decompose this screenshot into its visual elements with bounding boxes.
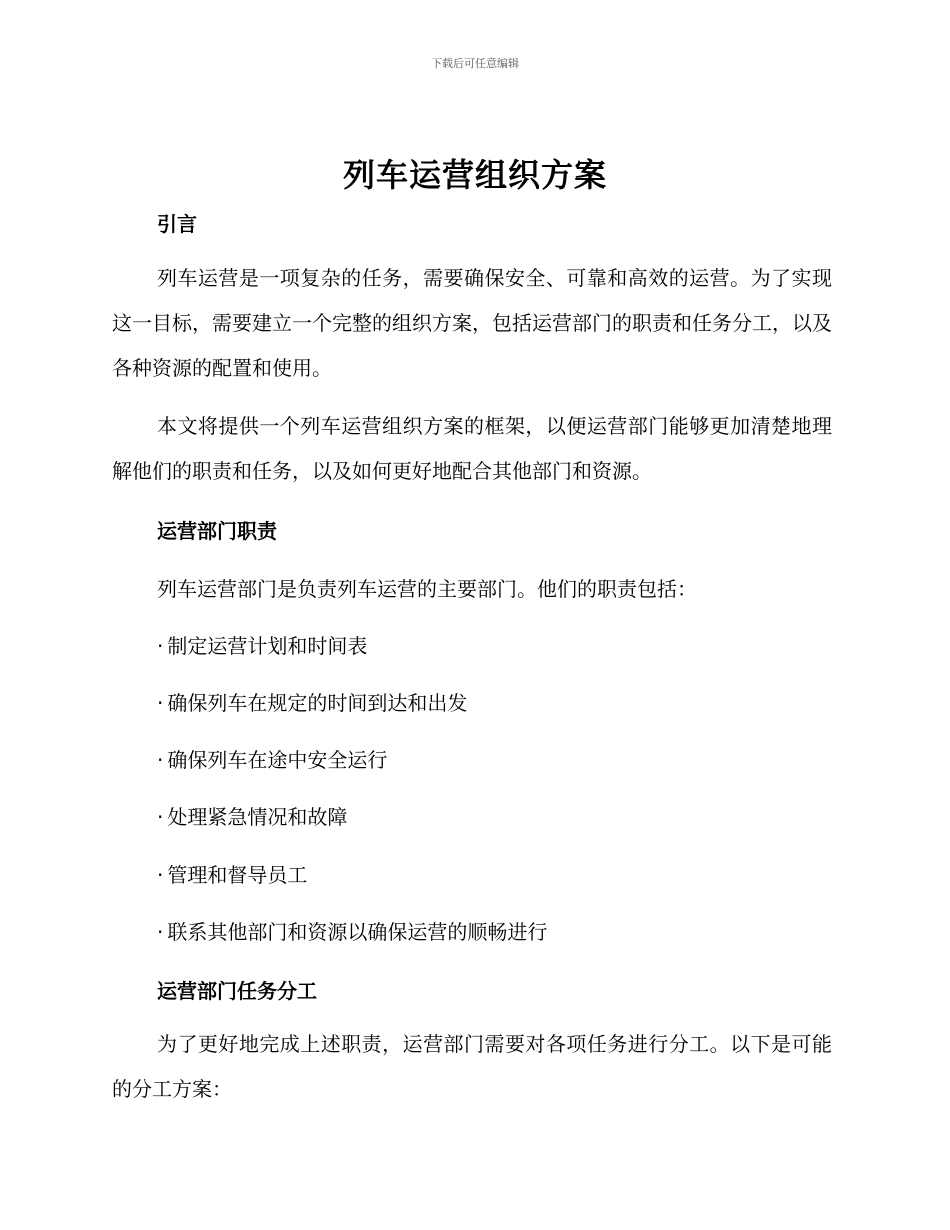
list-item-text: 确保列车在途中安全运行 (167, 748, 388, 772)
tasks-paragraph-1: 为了更好地完成上述职责，运营部门需要对各项任务进行分工。以下是可能的分工方案： (112, 1032, 832, 1101)
bullet-dot-icon: · (157, 634, 164, 658)
list-item-text: 处理紧急情况和故障 (167, 805, 348, 829)
section-heading-intro: 引言 (157, 212, 197, 236)
list-item (157, 630, 367, 659)
list-item (157, 687, 467, 716)
bullet-dot-icon: · (157, 748, 164, 772)
bullet-dot-icon: · (157, 920, 164, 944)
section-heading-tasks: 运营部门任务分工 (157, 979, 317, 1003)
list-item-text: 制定运营计划和时间表 (167, 634, 368, 658)
section-heading-duties: 运营部门职责 (157, 519, 277, 543)
intro-paragraph-2: 本文将提供一个列车运营组织方案的框架，以便运营部门能够更加清楚地理解他们的职责和任务，以及如何更好地配合其他部门和资源。 (112, 414, 832, 483)
list-item (157, 916, 547, 945)
page-header: 下载后可任意编辑 (431, 57, 519, 70)
list-item-text: 联系其他部门和资源以确保运营的顺畅进行 (167, 920, 548, 944)
bullet-dot-icon: · (157, 805, 164, 829)
list-item (157, 859, 307, 888)
list-item (157, 744, 387, 773)
bullet-dot-icon: · (157, 863, 164, 887)
bullet-dot-icon: · (157, 691, 164, 715)
list-item-text: 确保列车在规定的时间到达和出发 (167, 691, 468, 715)
duties-lead-text: 列车运营部门是负责列车运营的主要部门。他们的职责包括： (157, 577, 697, 601)
document-title: 列车运营组织方案 (342, 156, 607, 194)
list-item (157, 801, 347, 830)
intro-paragraph-1: 列车运营是一项复杂的任务，需要确保安全、可靠和高效的运营。为了实现这一目标，需要建立一个完整的组织方案，包括运营部门的职责和任务分工，以及各种资源的配置和使用。 (112, 266, 832, 380)
list-item-text: 管理和督导员工 (167, 863, 308, 887)
